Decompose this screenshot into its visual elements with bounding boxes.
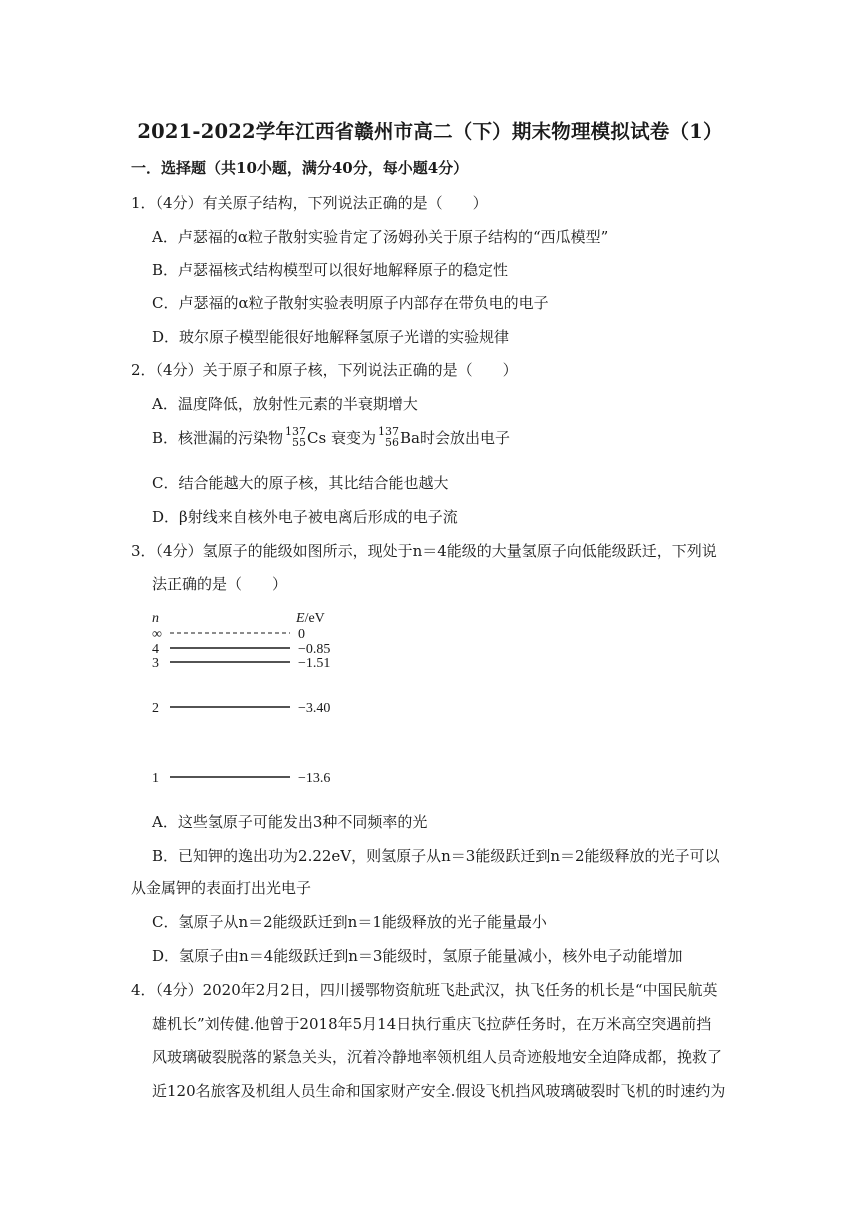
level-energy-label: −1.51 <box>298 656 331 671</box>
question-4-line-2: 雄机长”刘传健.他曾于2018年5月14日执行重庆飞拉萨任务时，在万米高空突遇前挡 <box>152 1015 712 1033</box>
cs-atomic-number: 55 <box>292 436 307 449</box>
question-3-stem-line-2: 法正确的是（ ） <box>152 575 288 593</box>
question-1-option-d: D．玻尔原子模型能很好地解释氢原子光谱的实验规律 <box>152 328 510 346</box>
cs-137-isotope <box>285 426 306 448</box>
ba-137-isotope <box>378 426 399 448</box>
question-3-option-b-line-2: 从金属钾的表面打出光电子 <box>131 879 312 897</box>
option-b-prefix: B．核泄漏的污染物 <box>152 429 284 447</box>
question-1-option-b: B．卢瑟福核式结构模型可以很好地解释原子的稳定性 <box>152 261 509 279</box>
section-heading: 一．选择题（共10小题，满分40分，每小题4分） <box>131 159 469 177</box>
question-2-stem: 2．（4分）关于原子和原子核，下列说法正确的是（ ） <box>131 361 518 379</box>
question-2-option-b <box>152 427 510 450</box>
ba-symbol: Ba <box>400 429 420 447</box>
cs-mass-number: 137 <box>285 425 307 438</box>
level-n-label: 4 <box>152 642 159 657</box>
page-title: 2021-2022学年江西省赣州市高二（下）期末物理模拟试卷（1） <box>137 120 723 143</box>
level-energy-label: 0 <box>298 627 305 642</box>
question-2-option-a: A．温度降低，放射性元素的半衰期增大 <box>152 395 418 413</box>
level-energy-label: −0.85 <box>298 642 331 657</box>
question-1-stem: 1．（4分）有关原子结构，下列说法正确的是（ ） <box>131 194 488 212</box>
level-energy-label: −13.6 <box>298 771 331 786</box>
question-4-line-3: 风玻璃破裂脱落的紧急关头，沉着冷静地率领机组人员奇迹般地安全迫降成都，挽救了 <box>152 1048 723 1066</box>
question-3-option-b-line-1: B．已知钾的逸出功为2.22eV，则氢原子从n＝3能级跃迁到n＝2能级释放的光子可以 <box>152 847 720 865</box>
question-1-option-a: A．卢瑟福的α粒子散射实验肯定了汤姆孙关于原子结构的“西瓜模型” <box>152 228 609 246</box>
ba-atomic-number: 56 <box>385 436 400 449</box>
question-3-option-d: D．氢原子由n＝4能级跃迁到n＝3能级时，氢原子能量减小，核外电子动能增加 <box>152 947 683 965</box>
question-3-option-a: A．这些氢原子可能发出3种不同频率的光 <box>152 813 428 831</box>
level-n-label: 2 <box>152 701 159 716</box>
level-n-label: ∞ <box>152 627 162 642</box>
ba-mass-number: 137 <box>378 425 400 438</box>
n-axis-label: n <box>152 611 159 626</box>
question-1-option-c: C．卢瑟福的α粒子散射实验表明原子内部存在带负电的电子 <box>152 294 549 312</box>
level-n-label: 1 <box>152 771 159 786</box>
level-n-label: 3 <box>152 656 159 671</box>
energy-axis-label: E/eV <box>296 611 325 626</box>
option-b-suffix: 时会放出电子 <box>419 429 510 447</box>
question-3-option-c: C．氢原子从n＝2能级跃迁到n＝1能级释放的光子能量最小 <box>152 913 547 931</box>
option-b-middle: 衰变为 <box>331 429 377 447</box>
level-energy-label: −3.40 <box>298 701 331 716</box>
question-2-option-d: D．β射线来自核外电子被电离后形成的电子流 <box>152 508 458 526</box>
cs-symbol: Cs <box>307 429 327 447</box>
question-4-line-4: 近120名旅客及机组人员生命和国家财产安全.假设飞机挡风玻璃破裂时飞机的时速约为 <box>152 1082 726 1100</box>
energy-level-diagram <box>148 606 348 791</box>
question-2-option-c: C．结合能越大的原子核，其比结合能也越大 <box>152 474 449 492</box>
question-4-line-1: 4．（4分）2020年2月2日，四川援鄂物资航班飞赴武汉，执飞任务的机长是“中国民航英 <box>131 981 718 999</box>
question-3-stem-line-1: 3．（4分）氢原子的能级如图所示，现处于n＝4能级的大量氢原子向低能级跃迁，下列说 <box>131 542 717 560</box>
